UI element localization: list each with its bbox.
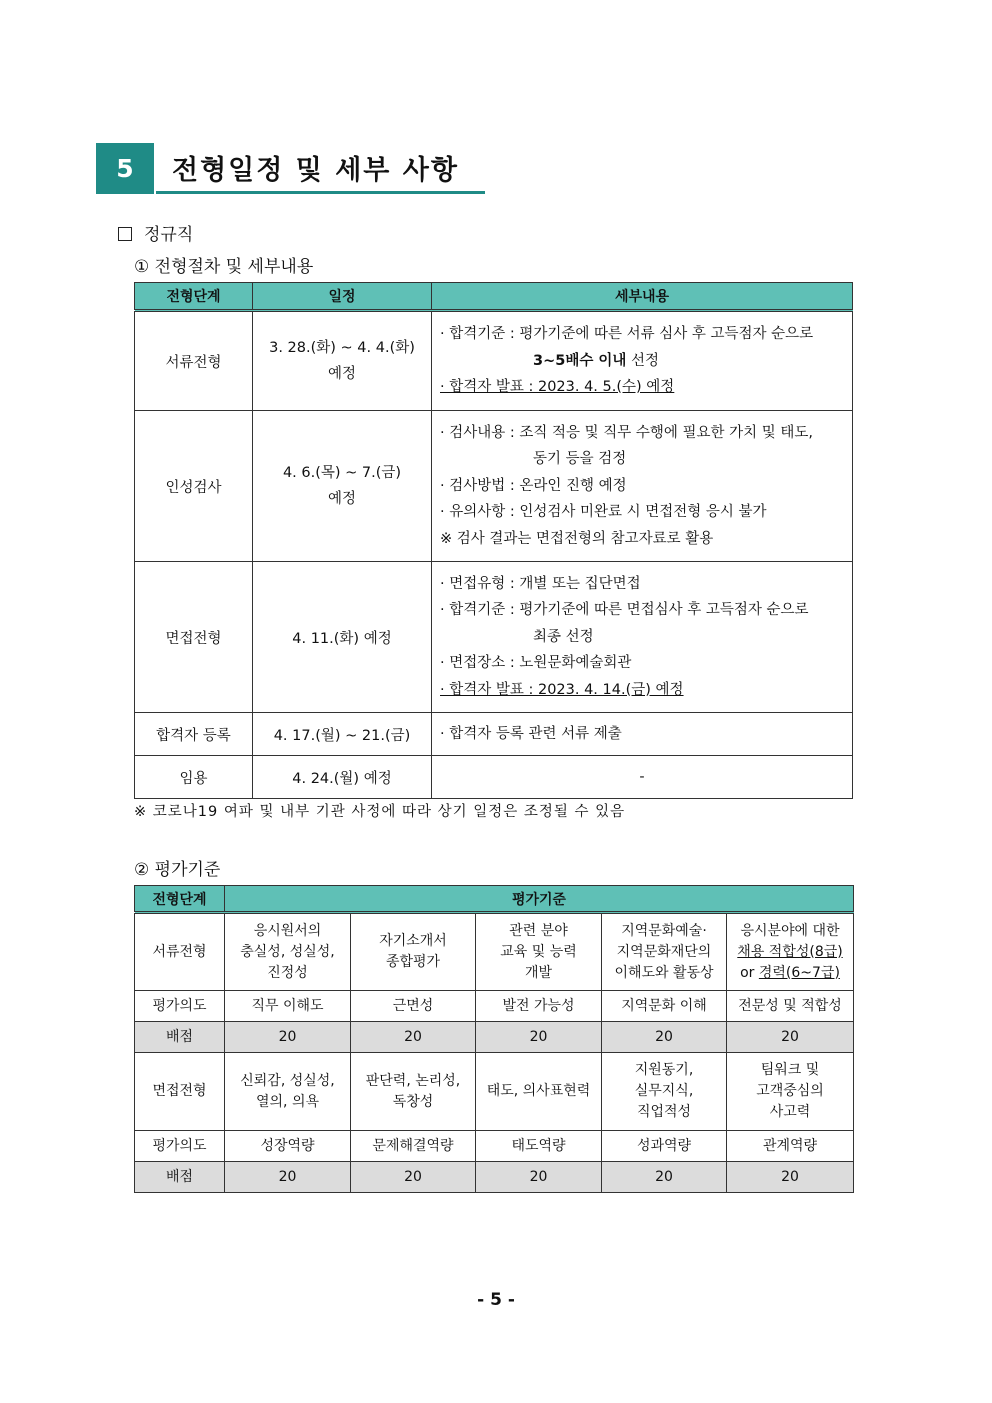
criteria-text: or [740, 964, 755, 981]
table-row [135, 913, 854, 991]
date-text: 예정 [327, 491, 356, 507]
criteria-line: 응시원서의 [253, 922, 322, 939]
score-cell: 20 [225, 1022, 351, 1053]
table-row [135, 411, 853, 562]
criteria-line: 충실성, 성실성, [240, 943, 335, 960]
intent-label: 평가의도 [135, 1131, 225, 1162]
criteria-line: 지역문화재단의 [616, 943, 712, 960]
checkbox-square-icon [118, 227, 132, 241]
intent-cell: 문제해결역량 [351, 1131, 476, 1162]
stage-cell: 서류전형 [135, 311, 253, 411]
score-cell: 20 [351, 1162, 476, 1193]
criteria-cell [727, 913, 854, 991]
intent-cell: 전문성 및 적합성 [727, 991, 854, 1022]
criteria-cell [476, 913, 602, 991]
header-stage: 전형단계 [135, 886, 225, 913]
criteria-line: 고객중심의 [756, 1083, 824, 1099]
intent-cell: 관계역량 [727, 1131, 854, 1162]
intent-cell: 태도역량 [476, 1131, 602, 1162]
detail-line: · 검사방법 : 온라인 진행 예정 [440, 477, 627, 494]
detail-underlined: · 합격자 발표 : 2023. 4. 5.(수) 예정 [440, 379, 675, 396]
table-row [135, 1131, 854, 1162]
score-label: 배점 [135, 1162, 225, 1193]
table-row [135, 1162, 854, 1193]
header-stage: 전형단계 [135, 283, 253, 311]
date-text: 4. 6.(목) ~ 7.(금) [282, 465, 402, 481]
criteria-cell [351, 1053, 476, 1131]
table-row [135, 1022, 854, 1053]
score-cell: 20 [602, 1022, 727, 1053]
stage-cell: 임용 [135, 756, 253, 799]
table-row [135, 713, 853, 756]
detail-line [440, 677, 844, 704]
category-label [118, 220, 193, 245]
date-cell [253, 411, 432, 562]
criteria-line: 독창성 [392, 1093, 434, 1110]
criteria-line: 교육 및 능력 [500, 943, 577, 960]
evaluation-table [134, 885, 854, 1193]
criteria-line: 사고력 [769, 1104, 811, 1120]
intent-cell: 성장역량 [225, 1131, 351, 1162]
criteria-line: 지원동기, [634, 1062, 694, 1078]
criteria-cell [225, 913, 351, 991]
page-number: - 5 - [477, 1290, 515, 1310]
detail-cell [432, 713, 853, 756]
table-row [135, 562, 853, 713]
criteria-cell [225, 1053, 351, 1131]
intent-label: 평가의도 [135, 991, 225, 1022]
score-cell: 20 [727, 1162, 854, 1193]
intent-cell: 성과역량 [602, 1131, 727, 1162]
detail-line: 최종 선정 [533, 628, 594, 645]
section-underline [156, 191, 485, 194]
header-criteria: 평가기준 [225, 886, 854, 913]
score-cell: 20 [602, 1162, 727, 1193]
stage-cell: 합격자 등록 [135, 713, 253, 756]
subsection-criteria-title: ② 평가기준 [134, 860, 221, 880]
score-cell: 20 [351, 1022, 476, 1053]
detail-line: · 합격자 등록 관련 서류 제출 [440, 725, 622, 742]
date-cell: 4. 24.(월) 예정 [253, 756, 432, 799]
date-cell [253, 311, 432, 411]
criteria-line: 팀워크 및 [760, 1062, 820, 1078]
table-row [135, 311, 853, 411]
detail-line: · 합격기준 : 평가기준에 따른 면접심사 후 고득점자 순으로 [440, 602, 809, 619]
detail-cell: - [432, 756, 853, 799]
criteria-line: 직업적성 [636, 1104, 692, 1120]
schedule-note: ※ 코로나19 여파 및 내부 기관 사정에 따라 상기 일정은 조정될 수 있음 [134, 804, 626, 820]
date-text: 예정 [327, 366, 356, 382]
score-cell: 20 [225, 1162, 351, 1193]
section-title: 전형일정 및 세부 사항 [172, 155, 459, 186]
detail-line: · 면접유형 : 개별 또는 집단면접 [440, 575, 641, 592]
score-cell: 20 [727, 1022, 854, 1053]
detail-line: · 검사내용 : 조직 적응 및 직무 수행에 필요한 가치 및 태도, [440, 424, 813, 441]
schedule-table [134, 282, 853, 799]
table-row [135, 991, 854, 1022]
detail-cell [432, 411, 853, 562]
category-text: 정규직 [144, 225, 194, 245]
stage-cell: 인성검사 [135, 411, 253, 562]
section-number: 5 [96, 143, 154, 194]
criteria-underlined: 경력(6~7급) [758, 964, 840, 981]
criteria-cell [602, 913, 727, 991]
intent-cell: 발전 가능성 [476, 991, 602, 1022]
date-text: 3. 28.(화) ~ 4. 4.(화) [269, 340, 415, 356]
criteria-line: 종합평가 [385, 954, 441, 970]
criteria-cell [476, 1053, 602, 1131]
score-cell: 20 [476, 1022, 602, 1053]
criteria-line [727, 942, 853, 963]
criteria-line: 진정성 [267, 964, 308, 981]
detail-line [440, 348, 844, 375]
criteria-line: 열의, 의욕 [256, 1093, 319, 1110]
date-cell: 4. 17.(월) ~ 21.(금) [253, 713, 432, 756]
criteria-line: 관련 분야 [509, 922, 568, 939]
stage-cell: 면접전형 [135, 562, 253, 713]
detail-line: · 합격기준 : 평가기준에 따른 서류 심사 후 고득점자 순으로 [440, 326, 814, 343]
detail-cell [432, 562, 853, 713]
date-cell: 4. 11.(화) 예정 [253, 562, 432, 713]
detail-line [440, 374, 844, 401]
stage-cell: 서류전형 [135, 913, 225, 991]
criteria-cell [602, 1053, 727, 1131]
criteria-cell [351, 913, 476, 991]
detail-text: 선정 [626, 352, 660, 369]
criteria-cell [727, 1053, 854, 1131]
detail-line: 동기 등을 검정 [533, 451, 627, 468]
header-detail: 세부내용 [432, 283, 853, 311]
score-label: 배점 [135, 1022, 225, 1053]
criteria-line: 지역문화예술· [621, 922, 707, 939]
detail-bold: 3~5배수 이내 [533, 352, 627, 369]
criteria-line: 신뢰감, 성실성, [240, 1072, 335, 1089]
intent-cell: 지역문화 이해 [602, 991, 727, 1022]
detail-line: ※ 검사 결과는 면접전형의 참고자료로 활용 [440, 530, 714, 547]
criteria-line: 판단력, 논리성, [365, 1072, 461, 1089]
intent-cell: 근면성 [351, 991, 476, 1022]
criteria-line: 태도, 의사표현력 [486, 1083, 591, 1099]
subsection-procedure-title: ① 전형절차 및 세부내용 [134, 257, 314, 277]
detail-underlined: · 합격자 발표 : 2023. 4. 14.(금) 예정 [440, 681, 684, 698]
criteria-line [727, 963, 853, 984]
table-row [135, 756, 853, 799]
intent-cell: 직무 이해도 [225, 991, 351, 1022]
table-row [135, 1053, 854, 1131]
criteria-line: 개발 [524, 964, 553, 981]
criteria-underlined: 채용 적합성(8급) [737, 943, 843, 960]
criteria-line: 이해도와 활동상 [614, 964, 714, 981]
stage-cell: 면접전형 [135, 1053, 225, 1131]
criteria-line: 실무지식, [634, 1083, 694, 1099]
header-date: 일정 [253, 283, 432, 311]
score-cell: 20 [476, 1162, 602, 1193]
detail-line: · 유의사항 : 인성검사 미완료 시 면접전형 응시 불가 [440, 504, 767, 521]
detail-cell [432, 311, 853, 411]
detail-line: · 면접장소 : 노원문화예술회관 [440, 655, 632, 672]
criteria-line: 응시분야에 대한 [740, 922, 840, 939]
criteria-line: 자기소개서 [379, 933, 447, 949]
